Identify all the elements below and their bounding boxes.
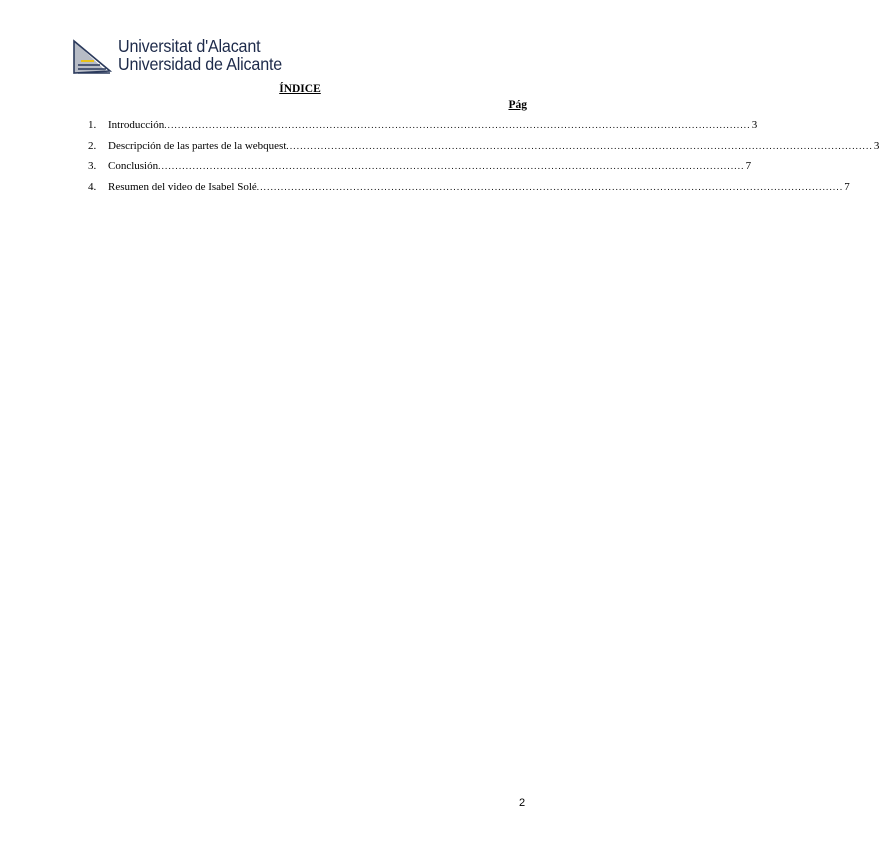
university-name-spanish: Universidad de Alicante xyxy=(118,54,283,74)
university-logo xyxy=(72,37,302,77)
toc-entry-page: 3 xyxy=(751,119,758,131)
toc-entry-page: 7 xyxy=(844,180,850,193)
toc-entry[interactable] xyxy=(88,139,879,160)
university-name xyxy=(118,37,282,73)
toc-entry-page: 3 xyxy=(873,139,879,152)
toc-entry[interactable] xyxy=(88,180,850,201)
toc-entry-label: Introducción xyxy=(108,119,165,131)
toc-entry-number: 2. xyxy=(88,139,97,152)
toc-entry-label: Descripción de las partes de la webquest xyxy=(108,139,287,152)
toc-entry-label: Resumen del video de Isabel Solé xyxy=(108,180,257,193)
university-name-valencian: Universitat d'Alacant xyxy=(118,36,261,56)
index-title: ÍNDICE xyxy=(279,83,321,95)
table-of-contents xyxy=(88,118,879,200)
page-number: 2 xyxy=(519,797,526,809)
toc-leader-dots: .......................................................................................................................................................................... xyxy=(158,161,745,171)
university-logo-icon xyxy=(72,37,112,75)
toc-entry-page: 7 xyxy=(745,160,752,172)
toc-entry-number: 4. xyxy=(88,180,97,193)
toc-entry-label: Conclusión xyxy=(108,160,159,172)
toc-entry[interactable] xyxy=(88,118,758,139)
toc-leader-dots: .......................................................................................................................................................................... xyxy=(286,140,873,151)
toc-leader-dots: .......................................................................................................................................................................... xyxy=(164,120,751,130)
toc-leader-dots: .......................................................................................................................................................................... xyxy=(256,181,844,192)
toc-entry[interactable] xyxy=(88,159,752,180)
page-column-header: Pág xyxy=(508,99,527,111)
toc-entry-number: 3. xyxy=(88,160,97,172)
toc-entry-number: 1. xyxy=(88,119,97,131)
